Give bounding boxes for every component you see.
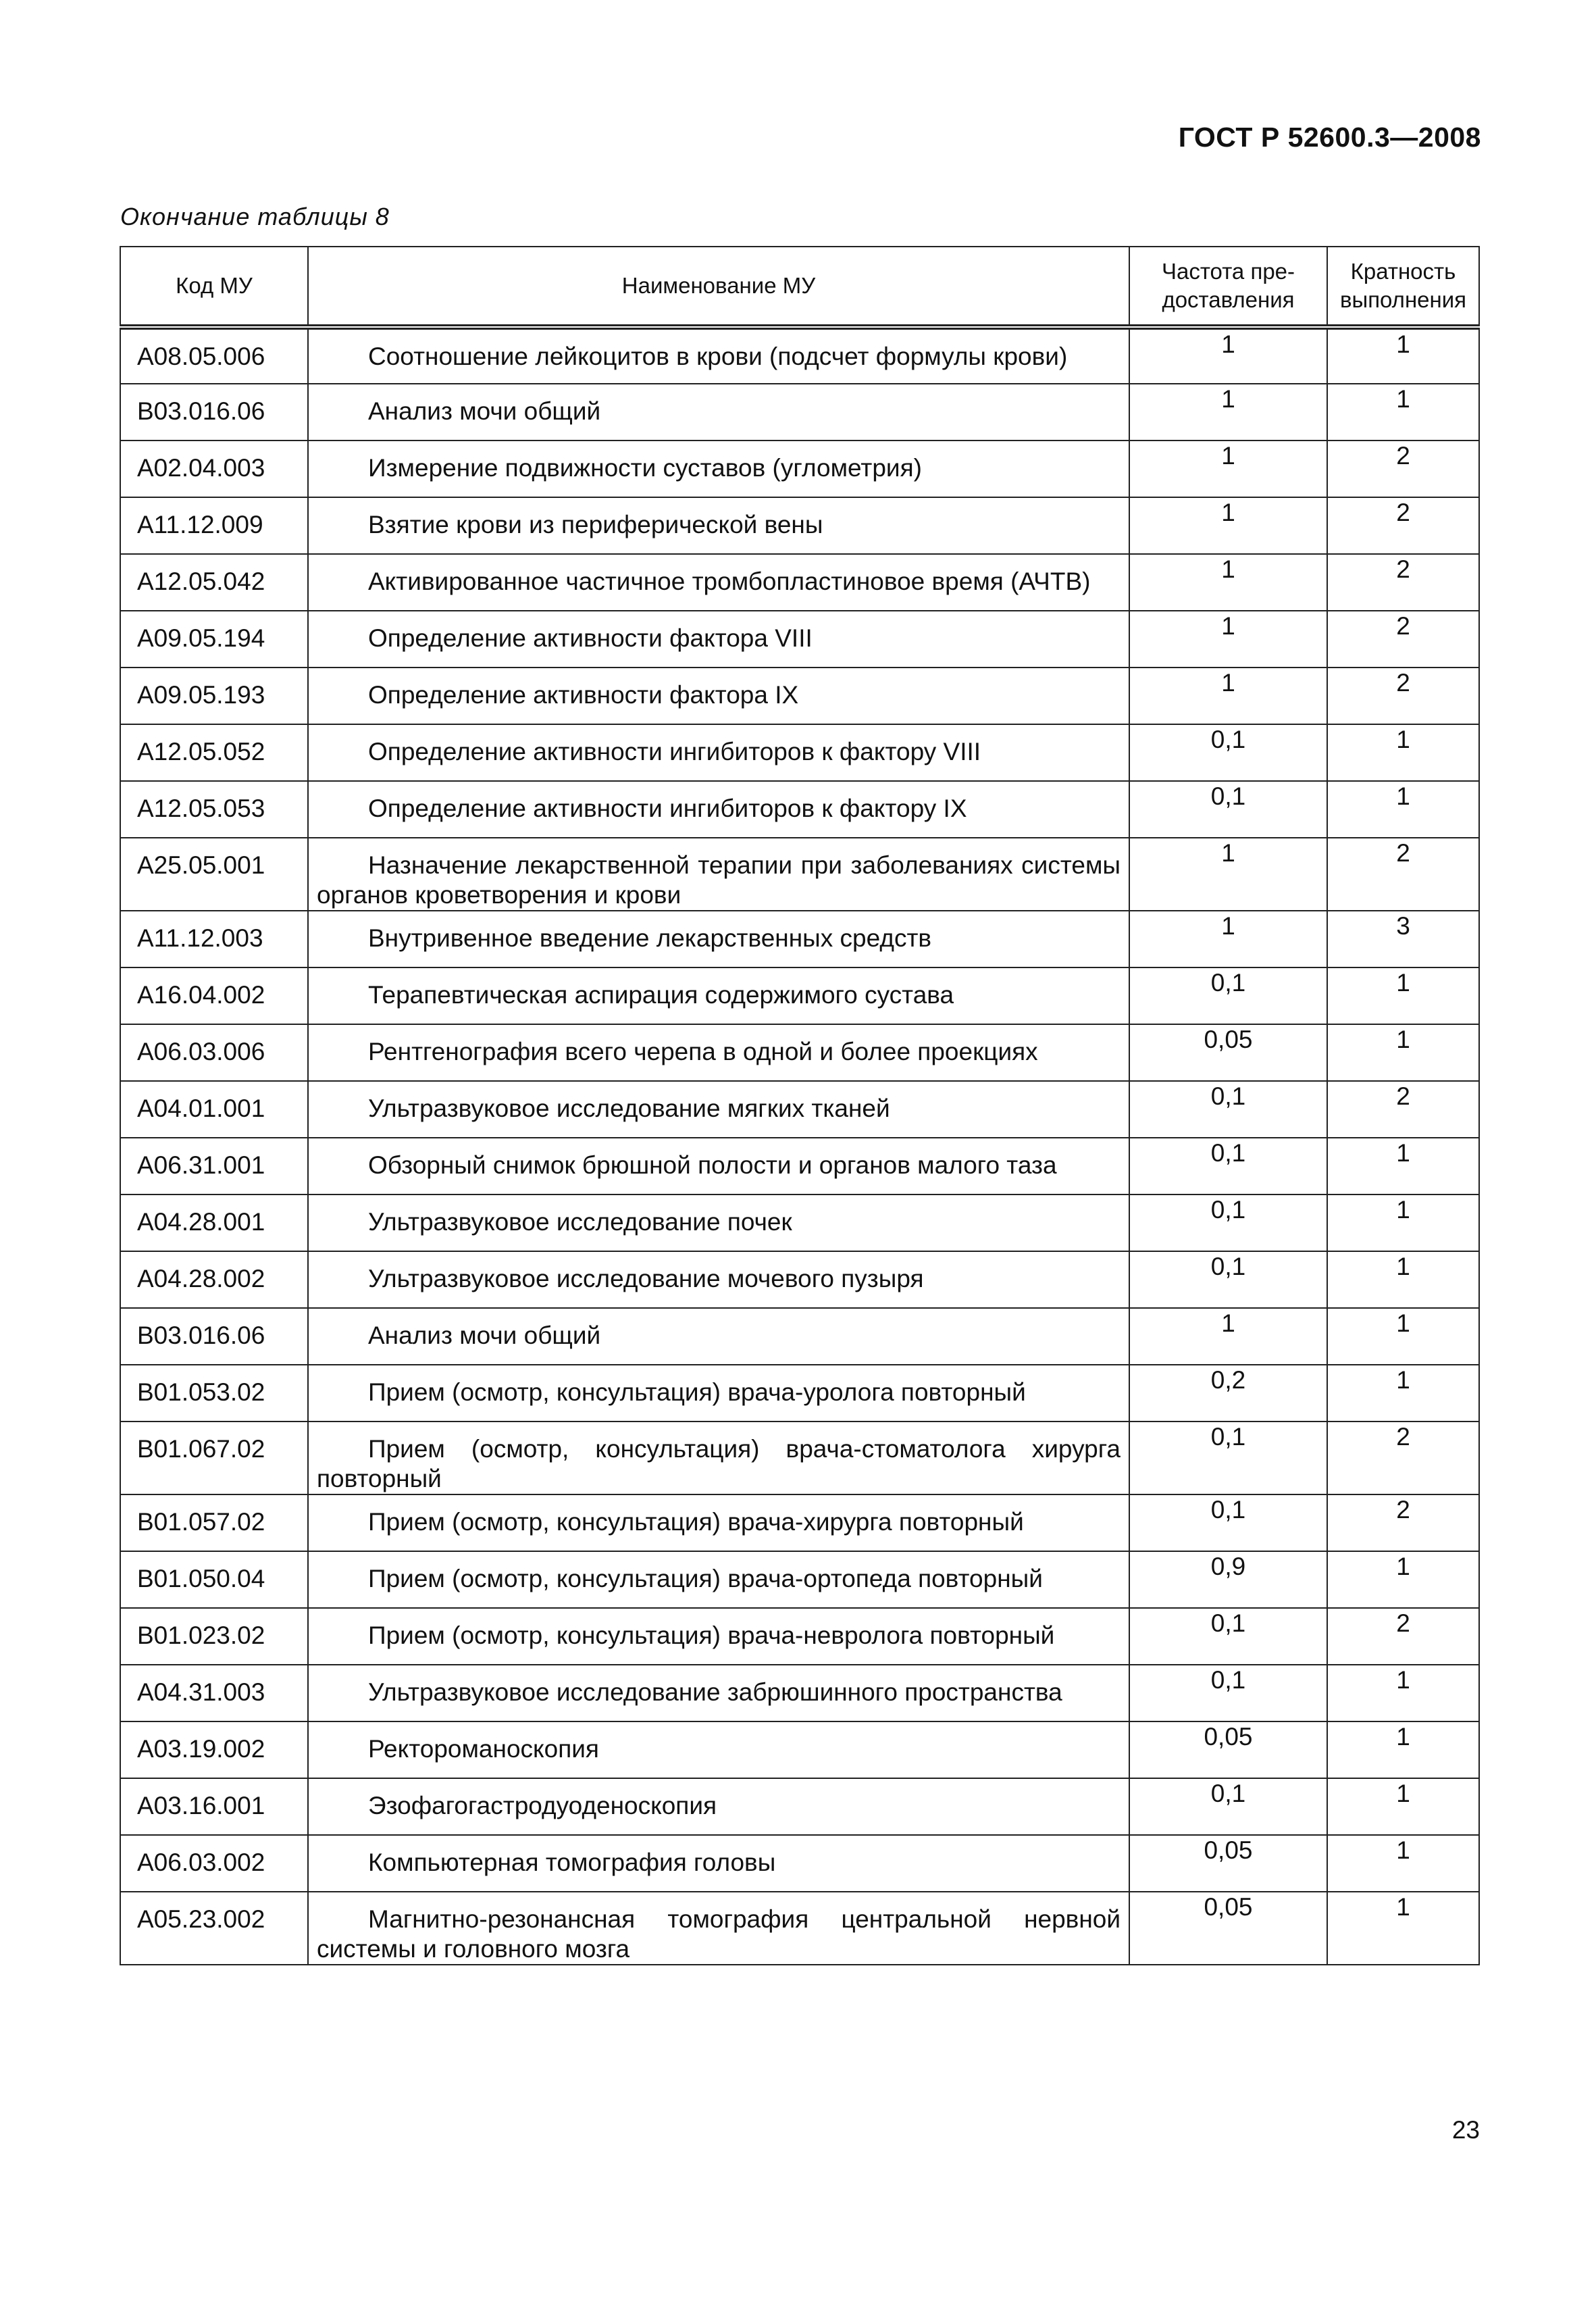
service-multiplicity: 2 — [1327, 611, 1479, 668]
service-code: A11.12.003 — [120, 911, 308, 967]
service-frequency: 0,2 — [1129, 1365, 1327, 1422]
service-code: A25.05.001 — [120, 838, 308, 911]
table-row — [120, 1024, 1479, 1081]
service-multiplicity: 1 — [1327, 1365, 1479, 1422]
service-frequency: 0,05 — [1129, 1835, 1327, 1892]
service-multiplicity: 2 — [1327, 668, 1479, 724]
service-code: A12.05.042 — [120, 554, 308, 611]
table-body — [120, 327, 1479, 1965]
service-name: Определение активности фактора IX — [368, 681, 799, 709]
service-frequency: 0,1 — [1129, 1778, 1327, 1835]
services-table — [120, 246, 1480, 1965]
service-name: Определение активности ингибиторов к фактору IX — [368, 795, 967, 822]
service-name: Магнитно-резонансная томография центральной нервной системы и головного мозга — [317, 1905, 1121, 1963]
service-name: Ультразвуковое исследование забрюшинного пространства — [368, 1678, 1062, 1706]
service-frequency: 0,1 — [1129, 1251, 1327, 1308]
service-multiplicity: 1 — [1327, 1251, 1479, 1308]
service-frequency: 0,05 — [1129, 1721, 1327, 1778]
table-row — [120, 554, 1479, 611]
table-row — [120, 1665, 1479, 1721]
service-frequency: 0,1 — [1129, 1608, 1327, 1665]
service-name: Прием (осмотр, консультация) врача-уролога повторный — [368, 1378, 1026, 1406]
service-frequency: 1 — [1129, 554, 1327, 611]
service-frequency: 0,1 — [1129, 1194, 1327, 1251]
table-row — [120, 668, 1479, 724]
service-frequency: 0,1 — [1129, 1665, 1327, 1721]
service-name-cell — [308, 911, 1129, 967]
service-code: A03.19.002 — [120, 1721, 308, 1778]
service-name-cell — [308, 1081, 1129, 1138]
column-header-name: Наименование МУ — [308, 247, 1129, 327]
service-frequency: 1 — [1129, 668, 1327, 724]
service-name-cell — [308, 1778, 1129, 1835]
service-multiplicity: 2 — [1327, 838, 1479, 911]
service-name-cell — [308, 967, 1129, 1024]
service-name-cell — [308, 611, 1129, 668]
service-frequency: 0,05 — [1129, 1024, 1327, 1081]
service-name: Ректороманоскопия — [368, 1735, 599, 1763]
service-code: A16.04.002 — [120, 967, 308, 1024]
service-name: Рентгенография всего черепа в одной и более проекциях — [368, 1038, 1038, 1065]
service-name-cell — [308, 1138, 1129, 1194]
service-name: Прием (осмотр, консультация) врача-невролога повторный — [368, 1621, 1055, 1649]
table-row — [120, 724, 1479, 781]
service-multiplicity: 2 — [1327, 1081, 1479, 1138]
table-row — [120, 1251, 1479, 1308]
table-row — [120, 967, 1479, 1024]
service-name-cell — [308, 1494, 1129, 1551]
service-name-cell — [308, 327, 1129, 384]
service-name-cell — [308, 1024, 1129, 1081]
service-name: Прием (осмотр, консультация) врача-стоматолога хирурга повторный — [317, 1435, 1121, 1492]
table-row — [120, 781, 1479, 838]
service-code: A09.05.193 — [120, 668, 308, 724]
service-multiplicity: 1 — [1327, 724, 1479, 781]
service-frequency: 1 — [1129, 1308, 1327, 1365]
service-code: A06.03.006 — [120, 1024, 308, 1081]
service-frequency: 0,1 — [1129, 1494, 1327, 1551]
service-code: B01.067.02 — [120, 1422, 308, 1494]
table-row — [120, 1138, 1479, 1194]
service-multiplicity: 1 — [1327, 1024, 1479, 1081]
table-row — [120, 611, 1479, 668]
service-code: A09.05.194 — [120, 611, 308, 668]
service-frequency: 1 — [1129, 497, 1327, 554]
service-code: B03.016.06 — [120, 384, 308, 441]
service-name: Прием (осмотр, консультация) врача-хирурга повторный — [368, 1508, 1024, 1536]
service-name-cell — [308, 724, 1129, 781]
service-code: B01.050.04 — [120, 1551, 308, 1608]
service-name-cell — [308, 1892, 1129, 1965]
service-code: A06.03.002 — [120, 1835, 308, 1892]
service-frequency: 1 — [1129, 611, 1327, 668]
service-code: A08.05.006 — [120, 327, 308, 384]
service-name: Взятие крови из периферической вены — [368, 511, 823, 538]
document-id: ГОСТ Р 52600.3—2008 — [1178, 122, 1481, 153]
service-multiplicity: 1 — [1327, 781, 1479, 838]
service-code: A04.01.001 — [120, 1081, 308, 1138]
service-name-cell — [308, 1551, 1129, 1608]
service-name-cell — [308, 838, 1129, 911]
table-header-row — [120, 247, 1479, 327]
service-multiplicity: 1 — [1327, 384, 1479, 441]
service-name-cell — [308, 1308, 1129, 1365]
service-code: B03.016.06 — [120, 1308, 308, 1365]
service-name: Активированное частичное тромбопластиновое время (АЧТВ) — [368, 568, 1091, 595]
service-frequency: 0,1 — [1129, 781, 1327, 838]
table-row — [120, 1422, 1479, 1494]
service-code: B01.023.02 — [120, 1608, 308, 1665]
service-code: B01.053.02 — [120, 1365, 308, 1422]
service-code: A04.28.002 — [120, 1251, 308, 1308]
service-name-cell — [308, 1835, 1129, 1892]
service-frequency: 0,1 — [1129, 724, 1327, 781]
service-name: Внутривенное введение лекарственных средств — [368, 924, 932, 952]
service-code: A02.04.003 — [120, 441, 308, 497]
service-code: A04.28.001 — [120, 1194, 308, 1251]
table-row — [120, 911, 1479, 967]
table-row — [120, 838, 1479, 911]
service-frequency: 0,1 — [1129, 1081, 1327, 1138]
service-frequency: 0,05 — [1129, 1892, 1327, 1965]
table-row — [120, 1778, 1479, 1835]
service-name-cell — [308, 781, 1129, 838]
service-frequency: 1 — [1129, 838, 1327, 911]
table-row — [120, 1081, 1479, 1138]
service-multiplicity: 1 — [1327, 1194, 1479, 1251]
service-name-cell — [308, 1608, 1129, 1665]
service-multiplicity: 1 — [1327, 1138, 1479, 1194]
table-row — [120, 497, 1479, 554]
service-name-cell — [308, 1665, 1129, 1721]
service-name: Анализ мочи общий — [368, 1322, 601, 1349]
service-frequency: 0,9 — [1129, 1551, 1327, 1608]
service-code: B01.057.02 — [120, 1494, 308, 1551]
service-name-cell — [308, 1251, 1129, 1308]
table-caption: Окончание таблицы 8 — [120, 203, 390, 230]
service-name: Обзорный снимок брюшной полости и органов малого таза — [368, 1151, 1057, 1179]
service-name: Анализ мочи общий — [368, 397, 601, 425]
service-code: A03.16.001 — [120, 1778, 308, 1835]
service-multiplicity: 1 — [1327, 1308, 1479, 1365]
service-name: Прием (осмотр, консультация) врача-ортопеда повторный — [368, 1565, 1043, 1592]
service-name: Эзофагогастродуоденоскопия — [368, 1792, 717, 1819]
service-multiplicity: 1 — [1327, 1551, 1479, 1608]
service-frequency: 1 — [1129, 911, 1327, 967]
service-multiplicity: 1 — [1327, 1778, 1479, 1835]
service-multiplicity: 1 — [1327, 1835, 1479, 1892]
table-row — [120, 1721, 1479, 1778]
service-name: Соотношение лейкоцитов в крови (подсчет формулы крови) — [368, 343, 1068, 370]
service-code: A11.12.009 — [120, 497, 308, 554]
service-multiplicity: 1 — [1327, 1721, 1479, 1778]
table-row — [120, 1365, 1479, 1422]
service-name-cell — [308, 1422, 1129, 1494]
service-name-cell — [308, 497, 1129, 554]
service-multiplicity: 2 — [1327, 441, 1479, 497]
service-multiplicity: 2 — [1327, 1422, 1479, 1494]
column-header-code: Код МУ — [120, 247, 308, 327]
service-name: Определение активности фактора VIII — [368, 624, 813, 652]
table-row — [120, 1308, 1479, 1365]
service-name: Ультразвуковое исследование почек — [368, 1208, 792, 1236]
service-name: Терапевтическая аспирация содержимого сустава — [368, 981, 954, 1009]
service-name: Ультразвуковое исследование мочевого пузыря — [368, 1265, 924, 1292]
service-code: A06.31.001 — [120, 1138, 308, 1194]
service-name: Компьютерная томография головы — [368, 1848, 776, 1876]
table-row — [120, 1608, 1479, 1665]
service-code: A04.31.003 — [120, 1665, 308, 1721]
service-frequency: 0,1 — [1129, 1422, 1327, 1494]
service-name-cell — [308, 441, 1129, 497]
service-name-cell — [308, 668, 1129, 724]
service-name-cell — [308, 1194, 1129, 1251]
service-multiplicity: 1 — [1327, 1665, 1479, 1721]
column-header-frequency: Частота пре-доставления — [1129, 247, 1327, 327]
service-multiplicity: 1 — [1327, 967, 1479, 1024]
table-row — [120, 441, 1479, 497]
table-row — [120, 327, 1479, 384]
service-name-cell — [308, 554, 1129, 611]
table-row — [120, 384, 1479, 441]
service-code: A12.05.053 — [120, 781, 308, 838]
table-row — [120, 1892, 1479, 1965]
service-frequency: 1 — [1129, 384, 1327, 441]
column-header-multiplicity: Кратность выполнения — [1327, 247, 1479, 327]
table-row — [120, 1551, 1479, 1608]
service-name: Измерение подвижности суставов (углометрия) — [368, 454, 922, 482]
service-frequency: 0,1 — [1129, 1138, 1327, 1194]
service-name: Определение активности ингибиторов к фактору VIII — [368, 738, 981, 765]
service-multiplicity: 2 — [1327, 554, 1479, 611]
service-multiplicity: 1 — [1327, 327, 1479, 384]
service-frequency: 1 — [1129, 327, 1327, 384]
service-multiplicity: 2 — [1327, 1608, 1479, 1665]
service-name-cell — [308, 1365, 1129, 1422]
service-multiplicity: 2 — [1327, 497, 1479, 554]
table-row — [120, 1194, 1479, 1251]
service-frequency: 0,1 — [1129, 967, 1327, 1024]
page-number: 23 — [1451, 2116, 1480, 2144]
service-code: A12.05.052 — [120, 724, 308, 781]
service-multiplicity: 2 — [1327, 1494, 1479, 1551]
table-row — [120, 1494, 1479, 1551]
service-frequency: 1 — [1129, 441, 1327, 497]
service-code: A05.23.002 — [120, 1892, 308, 1965]
service-name: Ультразвуковое исследование мягких тканей — [368, 1095, 890, 1122]
service-multiplicity: 3 — [1327, 911, 1479, 967]
service-name-cell — [308, 1721, 1129, 1778]
table-row — [120, 1835, 1479, 1892]
service-name: Назначение лекарственной терапии при заболеваниях системы органов кроветворения и крови — [317, 851, 1121, 909]
service-multiplicity: 1 — [1327, 1892, 1479, 1965]
service-name-cell — [308, 384, 1129, 441]
